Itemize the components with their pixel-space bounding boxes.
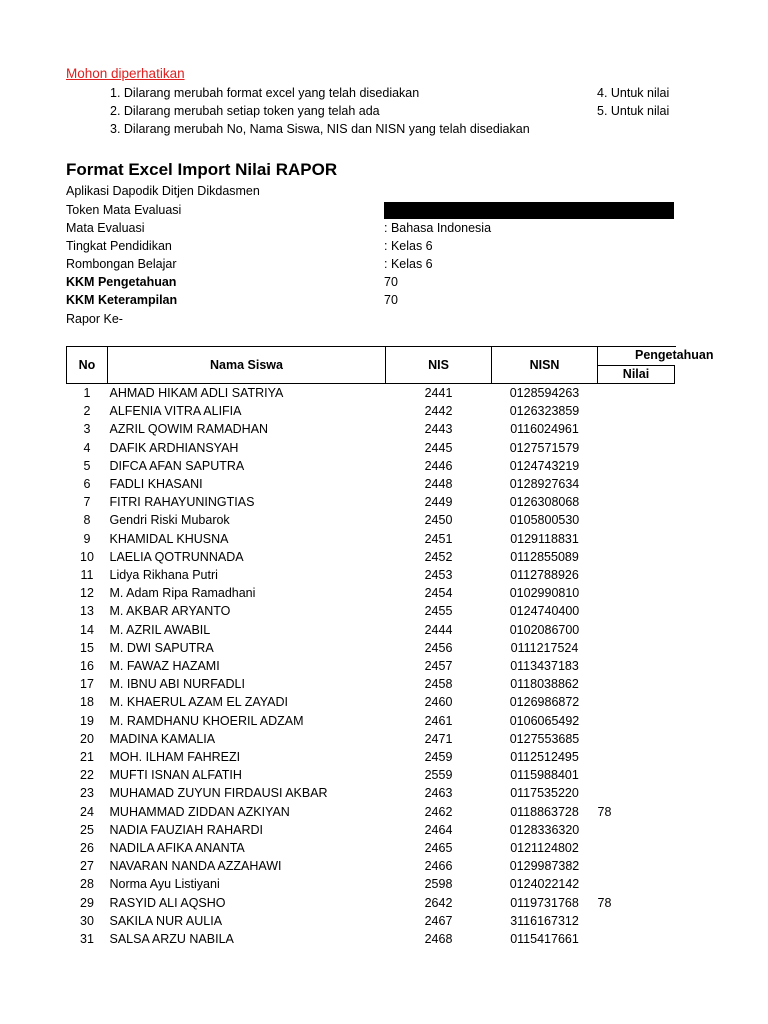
nilai-cell[interactable] [598,621,676,639]
table-row [67,493,676,511]
row-no[interactable]: 31 [80,932,94,947]
student-nisn[interactable]: 0126308068 [509,495,580,510]
row-no[interactable]: 17 [80,677,94,692]
student-nis[interactable]: 2453 [424,568,453,583]
column-header-nis: NIS [386,347,492,384]
rule-4: 4. Untuk nilai [597,86,670,100]
kkm-keterampilan-value: 70 [384,293,398,307]
token-redacted-bar [384,202,674,219]
student-nisn[interactable]: 0124022142 [509,877,580,892]
nilai-cell[interactable] [598,566,676,584]
row-no[interactable]: 15 [80,640,94,655]
student-nis[interactable]: 2443 [424,422,453,437]
table-row [67,439,676,457]
table-row [67,712,676,730]
student-nisn[interactable]: 3116167312 [510,913,579,928]
rule-3: 3. Dilarang merubah No, Nama Siswa, NIS dan NISN yang telah disediakan [110,122,530,136]
student-nisn[interactable]: 0116024961 [510,422,579,437]
rombel-label: Rombongan Belajar [66,257,177,271]
kkm-keterampilan-label: KKM Keterampilan [66,293,178,307]
nilai-cell[interactable] [598,584,676,602]
row-no[interactable]: 25 [80,822,94,837]
student-nis[interactable]: 2455 [424,604,453,619]
table-row [67,457,676,475]
tingkat-label: Tingkat Pendidikan [66,239,172,253]
row-no[interactable]: 23 [80,786,94,801]
nilai-cell[interactable] [598,402,676,420]
student-name[interactable]: AZRIL QOWIM RAMADHAN [109,422,269,437]
nilai-cell[interactable] [598,712,676,730]
student-nisn[interactable]: 0124740400 [509,604,580,619]
row-no[interactable]: 21 [80,750,94,765]
nilai-cell[interactable] [598,839,676,857]
table-row [67,639,676,657]
student-nis[interactable]: 2463 [424,786,453,801]
student-nis[interactable]: 2468 [424,932,453,947]
nilai-subheader: Nilai [597,365,675,384]
student-nis[interactable]: 2451 [424,531,453,546]
rule-1: 1. Dilarang merubah format excel yang telah disediakan [110,86,420,100]
student-nis[interactable]: 2445 [424,440,453,455]
table-row [67,803,676,821]
rombel-value: : Kelas 6 [384,257,433,271]
student-name[interactable]: M. FAWAZ HAZAMI [109,659,220,674]
nilai-cell[interactable] [598,439,676,457]
student-nis[interactable]: 2459 [424,750,453,765]
student-name[interactable]: DIFCA AFAN SAPUTRA [109,458,245,473]
student-name[interactable]: NAVARAN NANDA AZZAHAWI [109,859,282,874]
table-row [67,548,676,566]
student-name[interactable]: M. RAMDHANU KHOERIL ADZAM [109,713,304,728]
row-no[interactable]: 29 [80,895,94,910]
nilai-cell[interactable] [598,457,676,475]
nilai-cell[interactable] [598,530,676,548]
student-name[interactable]: MUHAMAD ZUYUN FIRDAUSI AKBAR [109,786,328,801]
row-no[interactable]: 1 [83,386,91,400]
table-row [67,784,676,802]
row-no[interactable]: 14 [80,622,94,637]
table-row [67,821,676,839]
student-name[interactable]: M. AKBAR ARYANTO [109,604,231,619]
student-nisn[interactable]: 0106065492 [509,713,580,728]
student-nisn[interactable]: 0124743219 [509,458,580,473]
student-name[interactable]: Lidya Rikhana Putri [109,568,218,583]
student-nisn[interactable]: 0105800530 [509,513,580,528]
student-nis[interactable]: 2467 [424,913,453,928]
row-no[interactable]: 19 [80,713,94,728]
rule-2: 2. Dilarang merubah setiap token yang telah ada [110,104,380,118]
column-header-no: No [67,347,108,384]
nilai-cell[interactable] [598,602,676,620]
student-nisn[interactable]: 0129118831 [510,531,579,546]
nilai-cell[interactable] [598,384,676,403]
table-row [67,912,676,930]
student-nis[interactable]: 2461 [424,713,453,728]
student-nis[interactable]: 2456 [424,640,453,655]
student-name[interactable]: SAKILA NUR AULIA [109,913,223,928]
student-nis[interactable]: 2446 [424,458,453,473]
student-nis[interactable]: 2450 [424,513,453,528]
pengetahuan-label: Pengetahuan [635,348,714,362]
nilai-cell[interactable] [598,821,676,839]
table-row [67,475,676,493]
student-nis[interactable]: 2642 [424,895,453,910]
student-nisn[interactable]: 0118038862 [510,677,579,692]
student-name[interactable]: FADLI KHASANI [109,477,203,492]
table-row [67,693,676,711]
student-nisn[interactable]: 0115988401 [510,768,579,783]
student-nis[interactable]: 2471 [424,731,453,746]
kkm-pengetahuan-label: KKM Pengetahuan [66,275,177,289]
table-row [67,748,676,766]
student-name[interactable]: Gendri Riski Mubarok [109,513,230,528]
nilai-cell[interactable] [598,912,676,930]
row-no[interactable]: 6 [83,477,91,492]
student-name[interactable]: LAELIA QOTRUNNADA [109,549,244,564]
table-row [67,566,676,584]
student-nisn[interactable]: 0126323859 [509,404,580,419]
student-nisn[interactable]: 0121124802 [510,841,579,856]
nilai-cell[interactable] [598,657,676,675]
nilai-cell[interactable] [598,930,676,948]
student-nis[interactable]: 2457 [424,659,453,674]
student-nis[interactable]: 2464 [424,822,453,837]
student-name[interactable]: M. KHAERUL AZAM EL ZAYADI [109,695,289,710]
row-no[interactable]: 4 [83,440,91,455]
student-name[interactable]: MOH. ILHAM FAHREZI [109,750,241,765]
row-no[interactable]: 28 [80,877,94,892]
nilai-cell[interactable] [598,875,676,893]
nilai-cell[interactable] [598,639,676,657]
row-no[interactable]: 26 [80,841,94,856]
student-name[interactable]: ALFENIA VITRA ALIFIA [109,404,242,419]
row-no[interactable]: 22 [80,768,94,783]
row-no[interactable]: 13 [80,604,94,619]
nilai-cell[interactable] [598,748,676,766]
student-nisn[interactable]: 0102990810 [509,586,580,601]
student-nisn[interactable]: 0119731768 [510,895,579,910]
nilai-cell[interactable] [598,548,676,566]
row-no[interactable]: 16 [80,659,94,674]
table-row [67,402,676,420]
mata-label: Mata Evaluasi [66,221,145,235]
app-name: Aplikasi Dapodik Ditjen Dikdasmen [66,184,260,198]
student-nisn[interactable]: 0128927634 [509,477,580,492]
table-row [67,675,676,693]
student-nisn[interactable]: 0128336320 [509,822,580,837]
row-no[interactable]: 3 [83,422,91,437]
student-name[interactable]: FITRI RAHAYUNINGTIAS [109,495,255,510]
student-nisn[interactable]: 0113437183 [510,659,579,674]
row-no[interactable]: 30 [80,913,94,928]
nilai-cell[interactable] [598,766,676,784]
column-header-nisn: NISN [492,347,598,384]
row-no[interactable]: 2 [83,404,91,419]
nilai-cell[interactable]: 78 [597,804,612,819]
table-row [67,384,676,403]
student-name[interactable]: NADIA FAUZIAH RAHARDI [109,822,263,837]
nilai-cell[interactable] [598,857,676,875]
student-nisn[interactable]: 0127571579 [509,440,580,455]
student-nis[interactable]: 2448 [424,477,453,492]
student-nis[interactable]: 2462 [424,804,453,819]
nilai-cell[interactable] [598,784,676,802]
student-nis[interactable]: 2598 [424,877,453,892]
student-name[interactable]: SALSA ARZU NABILA [109,932,234,947]
row-no[interactable]: 12 [80,586,94,601]
table-row [67,511,676,529]
table-row [67,857,676,875]
student-nisn[interactable]: 0112788926 [510,568,579,583]
student-nisn[interactable]: 0111217524 [510,640,579,655]
token-label: Token Mata Evaluasi [66,203,182,217]
table-row [67,894,676,912]
student-nisn[interactable]: 0117535220 [510,786,579,801]
table-row [67,530,676,548]
row-no[interactable]: 20 [80,731,94,746]
nilai-cell[interactable]: 78 [597,895,612,910]
table-row [67,602,676,620]
mata-value: : Bahasa Indonesia [384,221,492,235]
student-nisn[interactable]: 0126986872 [509,695,580,710]
student-name[interactable]: NADILA AFIKA ANANTA [109,841,245,856]
table-row [67,730,676,748]
student-name[interactable]: MUHAMMAD ZIDDAN AZKIYAN [109,804,290,819]
row-no[interactable]: 10 [80,549,94,564]
table-row [67,657,676,675]
student-nis[interactable]: 2465 [424,841,453,856]
student-nisn[interactable]: 0127553685 [509,731,580,746]
nilai-cell[interactable] [598,675,676,693]
student-nisn[interactable]: 0115417661 [510,932,579,947]
table-row [67,839,676,857]
student-name[interactable]: M. Adam Ripa Ramadhani [109,586,256,601]
student-name[interactable]: M. AZRIL AWABIL [109,622,211,637]
nilai-cell[interactable] [598,420,676,438]
student-name[interactable]: MADINA KAMALIA [109,731,216,746]
student-nis[interactable]: 2444 [424,622,453,637]
nilai-cell[interactable] [598,730,676,748]
student-name[interactable]: DAFIK ARDHIANSYAH [109,440,239,455]
student-name[interactable]: M. DWI SAPUTRA [109,640,214,655]
student-name[interactable]: RASYID ALI AQSHO [109,895,226,910]
student-name[interactable]: MUFTI ISNAN ALFATIH [109,768,242,783]
row-no[interactable]: 27 [80,859,94,874]
table-header-row [67,347,676,384]
grades-table [66,346,676,948]
student-nis[interactable]: 2442 [424,404,453,419]
row-no[interactable]: 24 [80,804,94,819]
student-nis[interactable]: 2559 [424,768,453,783]
student-nis[interactable]: 2452 [424,549,453,564]
nilai-cell[interactable] [598,475,676,493]
student-nisn[interactable]: 0112512495 [510,750,579,765]
pengetahuan-header [597,346,714,384]
table-row [67,875,676,893]
rule-5: 5. Untuk nilai [597,104,670,118]
page-title: Format Excel Import Nilai RAPOR [66,160,338,179]
tingkat-value: : Kelas 6 [384,239,433,253]
row-no[interactable]: 9 [83,531,91,546]
student-nis[interactable]: 2458 [424,677,453,692]
student-nisn[interactable]: 0118863728 [510,804,579,819]
row-no[interactable]: 8 [83,513,91,528]
notice-title: Mohon diperhatikan [66,66,185,81]
nilai-cell[interactable] [598,693,676,711]
rapor-label: Rapor Ke- [66,312,123,326]
student-name[interactable]: Norma Ayu Listiyani [109,877,220,892]
column-header-name: Nama Siswa [108,347,386,384]
table-row [67,621,676,639]
kkm-pengetahuan-value: 70 [384,275,398,289]
row-no[interactable]: 7 [83,495,91,510]
student-nis[interactable]: 2454 [424,586,453,601]
student-nisn[interactable]: 0102086700 [509,622,580,637]
student-nis[interactable]: 2449 [424,495,453,510]
student-name[interactable]: M. IBNU ABI NURFADLI [109,677,245,692]
row-no[interactable]: 18 [80,695,94,710]
student-nisn[interactable]: 0128594263 [509,386,580,400]
student-name[interactable]: KHAMIDAL KHUSNA [109,531,229,546]
table-row [67,766,676,784]
table-row [67,930,676,948]
student-nis[interactable]: 2466 [424,859,453,874]
table-row [67,420,676,438]
row-no[interactable]: 11 [80,568,94,583]
student-nisn[interactable]: 0129987382 [509,859,580,874]
student-nisn[interactable]: 0112855089 [510,549,579,564]
nilai-cell[interactable] [598,493,676,511]
student-nis[interactable]: 2441 [424,386,453,400]
student-nis[interactable]: 2460 [424,695,453,710]
nilai-cell[interactable] [598,511,676,529]
row-no[interactable]: 5 [83,458,91,473]
student-name[interactable]: AHMAD HIKAM ADLI SATRIYA [109,386,284,400]
table-row [67,584,676,602]
